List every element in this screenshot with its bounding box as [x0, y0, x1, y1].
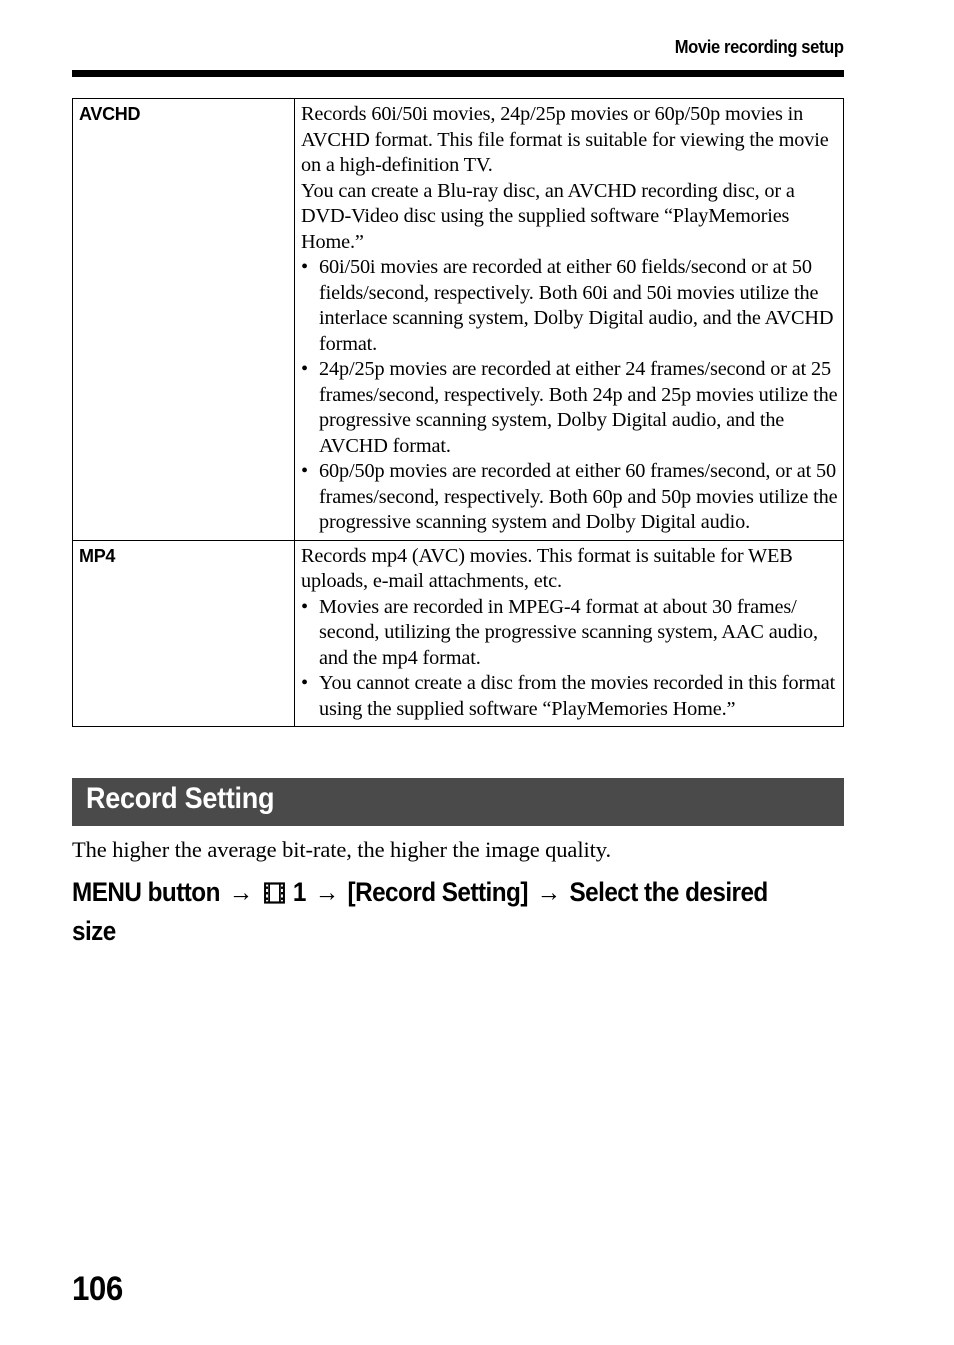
menu-path-instruction — [72, 874, 783, 949]
bullet-glyph: • — [301, 460, 308, 482]
bullet-text: Movies are recorded in MPEG-4 format at about 30 frames/ second, utilizing the progressive scanning system, AAC audio, and the mp4 format. — [319, 595, 818, 669]
file-format-table — [72, 98, 844, 727]
format-name-avchd: AVCHD — [73, 99, 295, 541]
format-description-mp4 — [295, 540, 844, 727]
header-rule — [72, 70, 844, 77]
bullet-item — [301, 671, 839, 722]
menu-button-label: MENU button — [72, 877, 220, 907]
bullet-item — [301, 357, 839, 459]
bullet-glyph: • — [301, 256, 308, 278]
bullet-glyph: • — [301, 595, 308, 618]
bullet-glyph: • — [301, 672, 308, 694]
bullet-text: You cannot create a disc from the movies recorded in this format using the supplied software “PlayMemories Home.” — [319, 672, 836, 720]
bullet-text: 24p/25p movies are recorded at either 24 frames/second or at 25 frames/second, respectively. Both 24p and 25p movies utilize the progressive scanning system, Dolby Digital audio, and the AVCHD format. — [319, 358, 838, 457]
page-number: 106 — [72, 1270, 123, 1308]
arrow-right-icon: → — [228, 877, 253, 907]
description-paragraph: Records mp4 (AVC) movies. This format is suitable for WEB uploads, e-mail attachments, etc. — [301, 544, 793, 592]
bullet-list — [301, 255, 839, 536]
table-row — [73, 99, 844, 541]
bullet-list — [301, 595, 839, 723]
format-name-mp4: MP4 — [73, 540, 295, 727]
section-banner — [72, 778, 844, 826]
section-intro: The higher the average bit-rate, the higher the image quality. — [72, 837, 611, 862]
bullet-glyph: • — [301, 358, 308, 380]
menu-tab-number: 1 — [292, 877, 306, 907]
format-description-avchd — [295, 99, 844, 541]
running-header: Movie recording setup — [675, 37, 844, 57]
arrow-right-icon: → — [314, 877, 339, 907]
bullet-text: 60p/50p movies are recorded at either 60 frames/second, or at 50 frames/second, respectively. Both 60p and 50p movies utilize the progressive scanning system and Dolby Digital audio. — [319, 460, 838, 533]
table-row — [73, 540, 844, 727]
section-title: Record Setting — [86, 782, 275, 815]
movie-film-icon — [263, 877, 285, 913]
bullet-item — [301, 255, 839, 357]
bullet-item — [301, 595, 839, 672]
menu-action: Select the desired size — [72, 877, 768, 946]
bullet-item — [301, 459, 839, 536]
bullet-text: 60i/50i movies are recorded at either 60 fields/second or at 50 fields/second, respectively. Both 60i and 50i movies utilize the interlace scanning system, Dolby Digital audio, and the AVCHD format. — [319, 256, 834, 355]
menu-item-record-setting: [Record Setting] — [347, 877, 528, 907]
description-paragraph: You can create a Blu-ray disc, an AVCHD recording disc, or a DVD-Video disc using the supplied software “PlayMemories Home.” — [301, 179, 795, 253]
arrow-right-icon: → — [536, 877, 561, 907]
description-paragraph: Records 60i/50i movies, 24p/25p movies or 60p/50p movies in AVCHD format. This file format is suitable for viewing the movie on a high-definition TV. — [301, 103, 829, 176]
